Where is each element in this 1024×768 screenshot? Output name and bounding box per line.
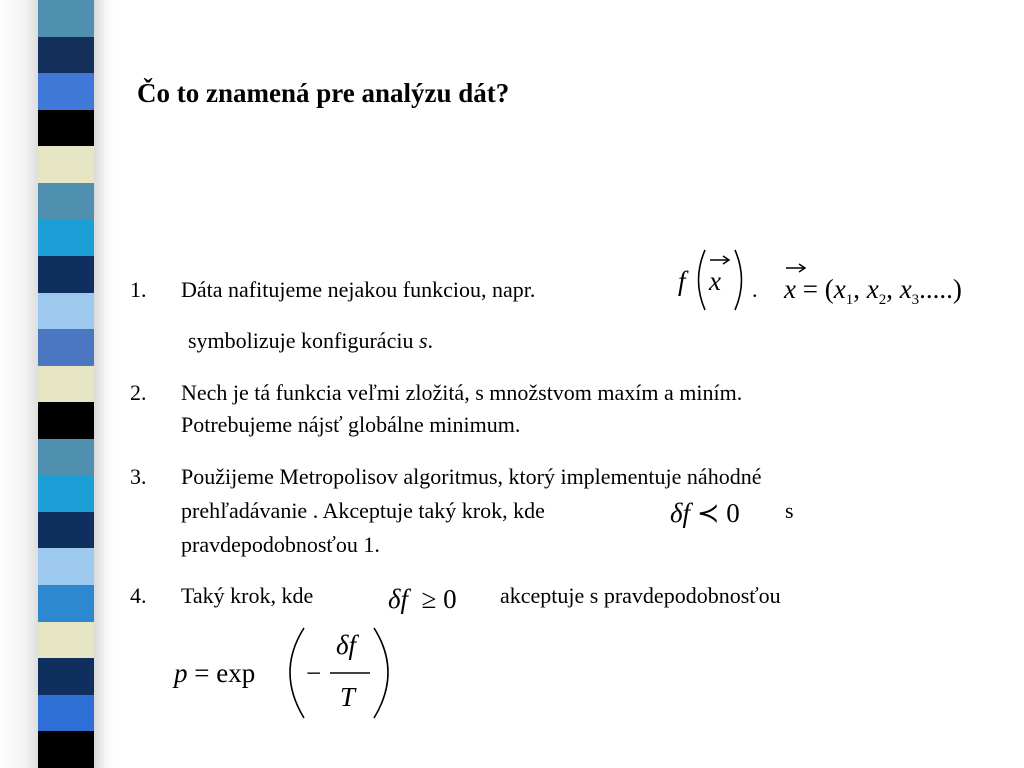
decorative-strip (38, 0, 94, 768)
continuation-var: s (418, 328, 428, 353)
config-vector-arrow-icon (784, 262, 808, 274)
strip-block (38, 110, 94, 147)
strip-block (38, 146, 94, 183)
delta-f-4: δf (388, 584, 409, 614)
comma-1: , (853, 274, 860, 304)
strip-block (38, 329, 94, 366)
formula-parens-and-bar (172, 624, 402, 724)
probability-formula (172, 624, 402, 724)
zero-4: 0 (443, 584, 457, 614)
strip-block (38, 512, 94, 549)
strip-block (38, 548, 94, 585)
p-eq: = (194, 658, 210, 688)
item-number-4: 4. (130, 583, 147, 608)
delta-f-3: δf (670, 498, 691, 528)
x1: x (833, 274, 846, 304)
tuple-open: ( (824, 274, 834, 304)
strip-block (38, 0, 94, 37)
frac-numerator: δf (336, 630, 357, 660)
strip-block (38, 622, 94, 659)
delta-f-less-zero (670, 498, 740, 529)
strip-right-shadow (94, 0, 114, 768)
item-3-line-1: Použijeme Metropolisov algoritmus, ktorý implementuje náhodné (181, 464, 762, 489)
continuation-end: . (427, 328, 434, 353)
geq-symbol: ≥ (421, 584, 437, 614)
fx-f: f (678, 266, 686, 296)
strip-block (38, 695, 94, 732)
delta-f-geq-zero (388, 584, 457, 615)
item-number-3: 3. (130, 464, 147, 489)
item-3-line-3: pravdepodobnosťou 1. (181, 532, 380, 557)
strip-block (38, 402, 94, 439)
item-1-tail: . (752, 277, 758, 302)
slide-title: Čo to znamená pre analýzu dát? (137, 78, 510, 108)
strip-block (38, 439, 94, 476)
vec-x: x (784, 274, 796, 304)
item-number-2: 2. (130, 380, 147, 405)
exp-text: exp (216, 658, 256, 688)
continuation-text: symbolizuje konfiguráciu (188, 328, 414, 353)
prec-symbol: ≺ (696, 498, 720, 528)
strip-block (38, 658, 94, 695)
item-3-line-2: prehľadávanie . Akceptuje taký krok, kde (181, 498, 545, 523)
item-number-1: 1. (130, 277, 147, 302)
strip-block (38, 256, 94, 293)
fx-x: x (709, 266, 721, 296)
strip-block (38, 366, 94, 403)
sub-2: 2 (878, 292, 887, 308)
strip-block (38, 293, 94, 330)
strip-block (38, 731, 94, 768)
strip-block (38, 73, 94, 110)
item-2-line-1: Nech je tá funkcia veľmi zložitá, s množstvom maxím a miním. (181, 380, 743, 405)
item-1-text: Dáta nafitujeme nejakou funkciou, napr. (181, 277, 536, 302)
tuple-end: .....) (919, 274, 962, 304)
comma-2: , (886, 274, 893, 304)
item-4-line-1: Taký krok, kde (181, 583, 314, 608)
sub-3: 3 (911, 292, 920, 308)
config-vector-equation (782, 262, 1022, 312)
minus-sign: − (306, 658, 322, 688)
function-f-of-x (672, 246, 752, 316)
item-1-continuation (188, 325, 433, 357)
strip-left-shadow (0, 0, 38, 768)
strip-block (38, 475, 94, 512)
p-var: p (174, 658, 188, 688)
strip-block (38, 37, 94, 74)
zero-3: 0 (726, 498, 740, 528)
item-3-after-math: s (785, 498, 794, 523)
vec-eq: = (802, 274, 818, 304)
strip-block (38, 183, 94, 220)
strip-block (38, 219, 94, 256)
strip-block (38, 585, 94, 622)
x2: x (866, 274, 879, 304)
frac-denominator: T (340, 682, 356, 712)
item-4-after-math: akceptuje s pravdepodobnosťou (500, 583, 781, 608)
x3: x (899, 274, 912, 304)
item-2-line-2: Potrebujeme nájsť globálne minimum. (181, 412, 521, 437)
sub-1: 1 (845, 292, 854, 308)
fx-vector-arrow-icon (708, 254, 738, 266)
